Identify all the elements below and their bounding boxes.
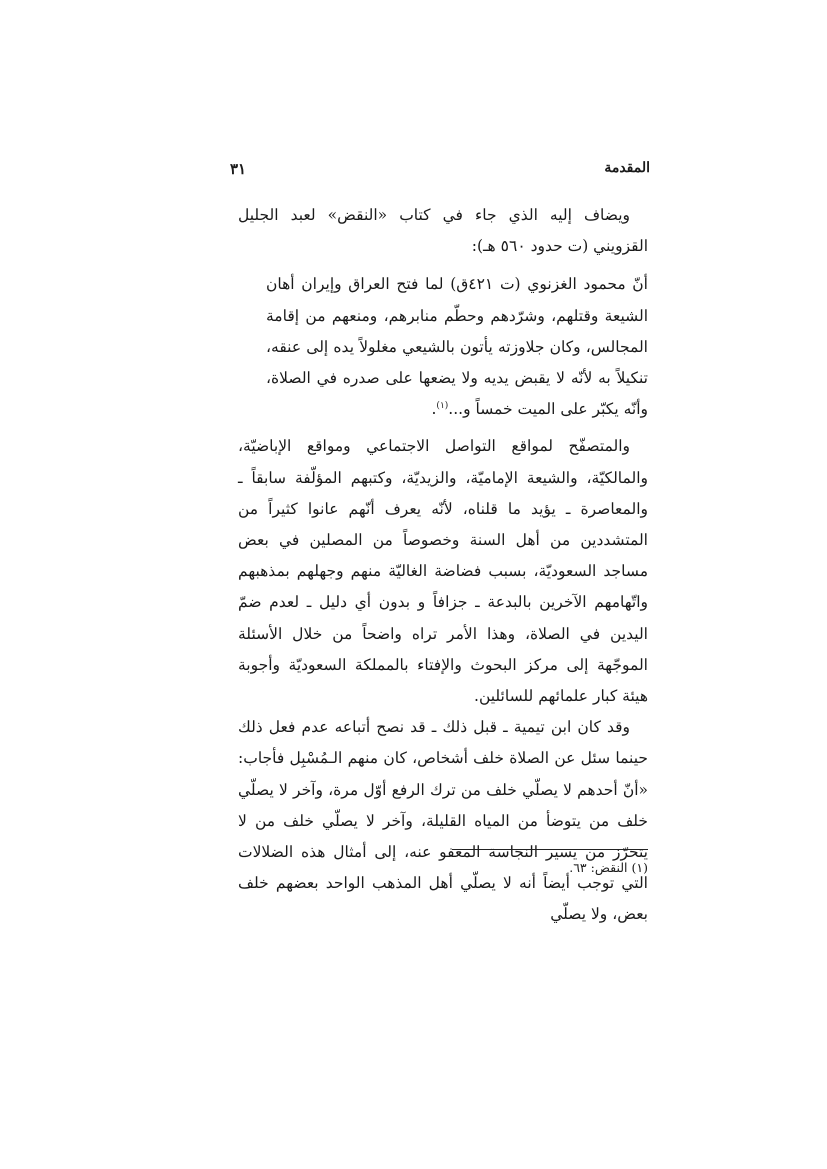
footnote: (١) النقض: ٦٣.: [569, 860, 648, 875]
quote-end: .: [431, 400, 437, 419]
paragraph-social-media: والمتصفّح لمواقع التواصل الاجتماعي ومواقع الإباضيّة، والمالكيّة، والشيعة الإماميّة، والزيديّة، وكتبهم المؤلّفة سابقاً ـ والمعاصرة ـ يؤيد ما قلناه، لأنّه يعرف أنّهم عانوا كثيراً من المتشددين من أهل السنة وخصوصاً من المصلين في بعض مساجد السعوديّة، بسبب فضاضة الغاليّة منهم وجهلهم بمذهبهم واتّهامهم الآخرين بالبدعة ـ جزافاً و بدون أي دليل ـ لعدم ضمّ اليدين في الصلاة، وهذا الأمر تراه واضحاً من خلال الأسئلة الموجّهة إلى مركز البحوث والإفتاء بالمملكة السعوديّة وأجوبة هيئة كبار علمائهم للسائلين.: [238, 437, 648, 706]
quote-text: أنّ محمود الغزنوي (ت ٤٢١ق) لما فتح العراق وإيران أهان الشيعة وقتلهم، وشرّدهم وحطّم منابرهم، ومنعهم من إقامة المجالس، وكان جلاوزته يأتون بالشيعي مغلولاً يده إلى عنقه، تنكيلاً به لأنّه لا يقبض يديه ولا يضعها على صدره في الصلاة، وأنّه يكبّر على الميت خمساً و...: [266, 275, 648, 419]
footnote-ref[interactable]: (١): [436, 401, 449, 412]
running-header: [230, 160, 650, 184]
page-number: ٣١: [230, 160, 247, 178]
main-text: [238, 200, 648, 931]
block-quote: [266, 269, 648, 425]
intro-paragraph: ويضاف إليه الذي جاء في كتاب «النقض» لعبد الجليل القزويني (ت حدود ٥٦٠ هـ):: [238, 206, 648, 256]
chapter-title: المقدمة: [604, 160, 650, 176]
paragraph-ibn-taymiyya: وقد كان ابن تيمية ـ قبل ذلك ـ قد نصح أتباعه عدم فعل ذلك حينما سئل عن الصلاة خلف أشخاص، كان منهم الـمُسْبِل فأجاب: «أنّ أحدهم لا يصلّي خلف من ترك الرفع أوّل مرة، وآخر لا يصلّي خلف من يتوضأ من المياه القليلة، وآخر لا يصلّي خلف من لا يتحرّز من يسير النجاسة المعفو عنه، إلى أمثال هذه الضلالات التي توجب أيضاً أنه لا يصلّي أهل المذهب الواحد بعضهم خلف بعض، ولا يصلّي: [238, 718, 648, 924]
footnote-divider: [452, 849, 648, 850]
